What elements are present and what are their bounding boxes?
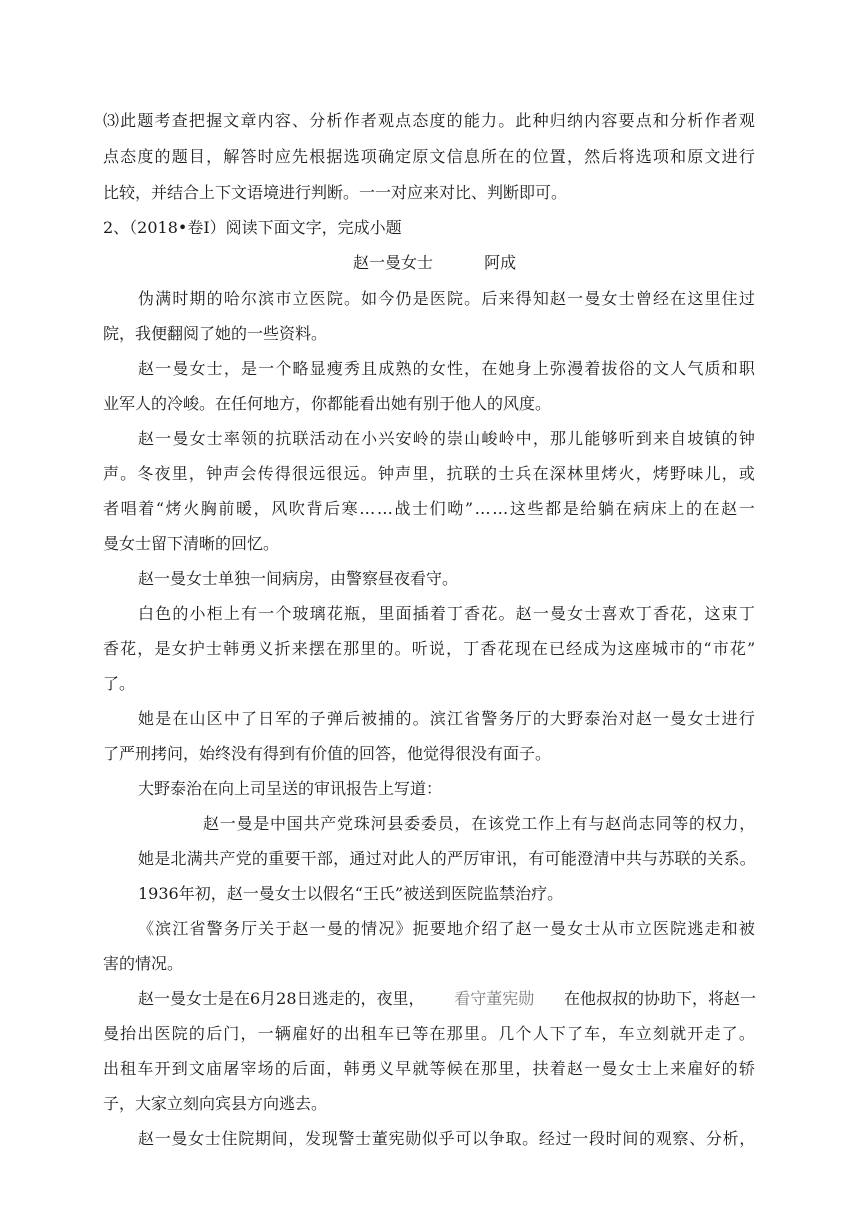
para-11-line-1 — [138, 1128, 756, 1150]
para-6-line-2 — [103, 743, 551, 765]
line-explanation-1 — [103, 110, 756, 132]
quote-line-2 — [138, 848, 756, 870]
para-5-line-2 — [103, 638, 756, 660]
line-text: 了严刑拷问，始终没有得到有价值的回答，他觉得很没有面子。 — [103, 744, 552, 763]
line-text: 香花，是女护士韩勇义折来摆在那里的。听说，丁香花现在已经成为这座城市的“市花” — [103, 639, 757, 658]
para-1-line-1 — [138, 288, 756, 310]
question-heading — [103, 217, 402, 239]
line-text: 点态度的题目，解答时应先根据选项确定原文信息所在的位置，然后将选项和原文进行 — [103, 147, 757, 166]
para-10-line-1 — [138, 988, 756, 1010]
quote-line-1 — [203, 813, 756, 835]
para-5-line-1 — [138, 603, 756, 625]
line-text: 1936年初，赵一曼女士以假名“王氏”被送到医院监禁治疗。 — [138, 884, 564, 903]
article-title: 赵一曼女士 — [353, 253, 434, 272]
line-text-part-1: 赵一曼女士是在6月28日逃走的，夜里， — [138, 989, 425, 1008]
line-text: 赵一曼女士，是一个略显瘦秀且成熟的女性，在她身上弥漫着拔俗的文人气质和职 — [138, 359, 757, 378]
line-text: 她是在山区中了日军的子弹后被捕的。滨江省警务厅的大野泰治对赵一曼女士进行 — [138, 709, 757, 728]
question-text: 2、（2018•卷Ⅰ）阅读下面文字，完成小题 — [103, 218, 402, 237]
para-3-line-1 — [138, 428, 756, 450]
line-text: 大野泰治在向上司呈送的审讯报告上写道： — [138, 779, 443, 798]
line-text: 白色的小柜上有一个玻璃花瓶，里面插着丁香花。赵一曼女士喜欢丁香花，这束丁 — [138, 604, 757, 623]
line-text: 赵一曼女士率领的抗联活动在小兴安岭的崇山峻岭中，那儿能够听到来自坡镇的钟 — [138, 429, 757, 448]
line-text: 者唱着“烤火胸前暖，风吹背后寒……战士们呦”……这些都是给躺在病床上的在赵一 — [103, 499, 757, 518]
para-10-line-4 — [103, 1093, 327, 1115]
line-text: 赵一曼女士单独一间病房，由警察昼夜看守。 — [138, 569, 459, 588]
para-2-line-1 — [138, 358, 756, 380]
highlighted-name: 看守董宪勋 — [454, 989, 535, 1008]
para-8-line-1 — [138, 883, 563, 905]
line-text: 《滨江省警务厅关于赵一曼的情况》扼要地介绍了赵一曼女士从市立医院逃走和被 — [138, 919, 757, 938]
para-3-line-3 — [103, 498, 756, 520]
para-6-line-1 — [138, 708, 756, 730]
line-text: 赵一曼是中国共产党珠河县委委员，在该党工作上有与赵尚志同等的权力， — [203, 814, 757, 833]
line-text: 了。 — [103, 674, 136, 693]
line-text: 她是北满共产党的重要干部，通过对此人的严厉审讯，有可能澄清中共与苏联的关系。 — [138, 849, 757, 868]
line-text: 赵一曼女士住院期间，发现警士董宪勋似乎可以争取。经过一段时间的观察、分析， — [138, 1129, 757, 1148]
line-text: 子，大家立刻向宾县方向逃去。 — [103, 1094, 328, 1113]
para-10-line-2 — [103, 1023, 756, 1045]
para-9-line-1 — [138, 918, 756, 940]
article-author: 阿成 — [484, 253, 517, 272]
para-3-line-2 — [103, 463, 756, 485]
line-text: 出租车开到文庙屠宰场的后面，韩勇义早就等候在那里，扶着赵一曼女士上来雇好的轿 — [103, 1059, 757, 1078]
line-text: 比较，并结合上下文语境进行判断。一一对应来对比、判断即可。 — [103, 183, 568, 202]
para-4-line-1 — [138, 568, 458, 590]
line-text: ⑶此题考查把握文章内容、分析作者观点态度的能力。此种归纳内容要点和分析作者观 — [103, 111, 757, 130]
para-5-line-3 — [103, 673, 135, 695]
line-text: 业军人的冷峻。在任何地方，你都能看出她有别于他人的风度。 — [103, 394, 552, 413]
line-text: 院，我便翻阅了她的一些资料。 — [103, 324, 328, 343]
line-text: 害的情况。 — [103, 954, 184, 973]
para-10-line-3 — [103, 1058, 756, 1080]
line-text: 伪满时期的哈尔滨市立医院。如今仍是医院。后来得知赵一曼女士曾经在这里住过 — [138, 289, 757, 308]
line-text: 曼女士留下清晰的回忆。 — [103, 534, 280, 553]
line-text: 声。冬夜里，钟声会传得很远很远。钟声里，抗联的士兵在深林里烤火，烤野味儿，或 — [103, 464, 757, 483]
para-1-line-2 — [103, 323, 327, 345]
line-text-part-3: 在他叔叔的协助下，将赵一 — [563, 989, 756, 1008]
para-3-line-4 — [103, 533, 279, 555]
line-explanation-2 — [103, 146, 756, 168]
line-explanation-3 — [103, 182, 567, 204]
line-text: 曼抬出医院的后门，一辆雇好的出租车已等在那里。几个人下了车，车立刻就开走了。 — [103, 1024, 757, 1043]
article-title-row — [353, 252, 516, 274]
para-9-line-2 — [103, 953, 183, 975]
para-2-line-2 — [103, 393, 551, 415]
para-7-line-1 — [138, 778, 442, 800]
